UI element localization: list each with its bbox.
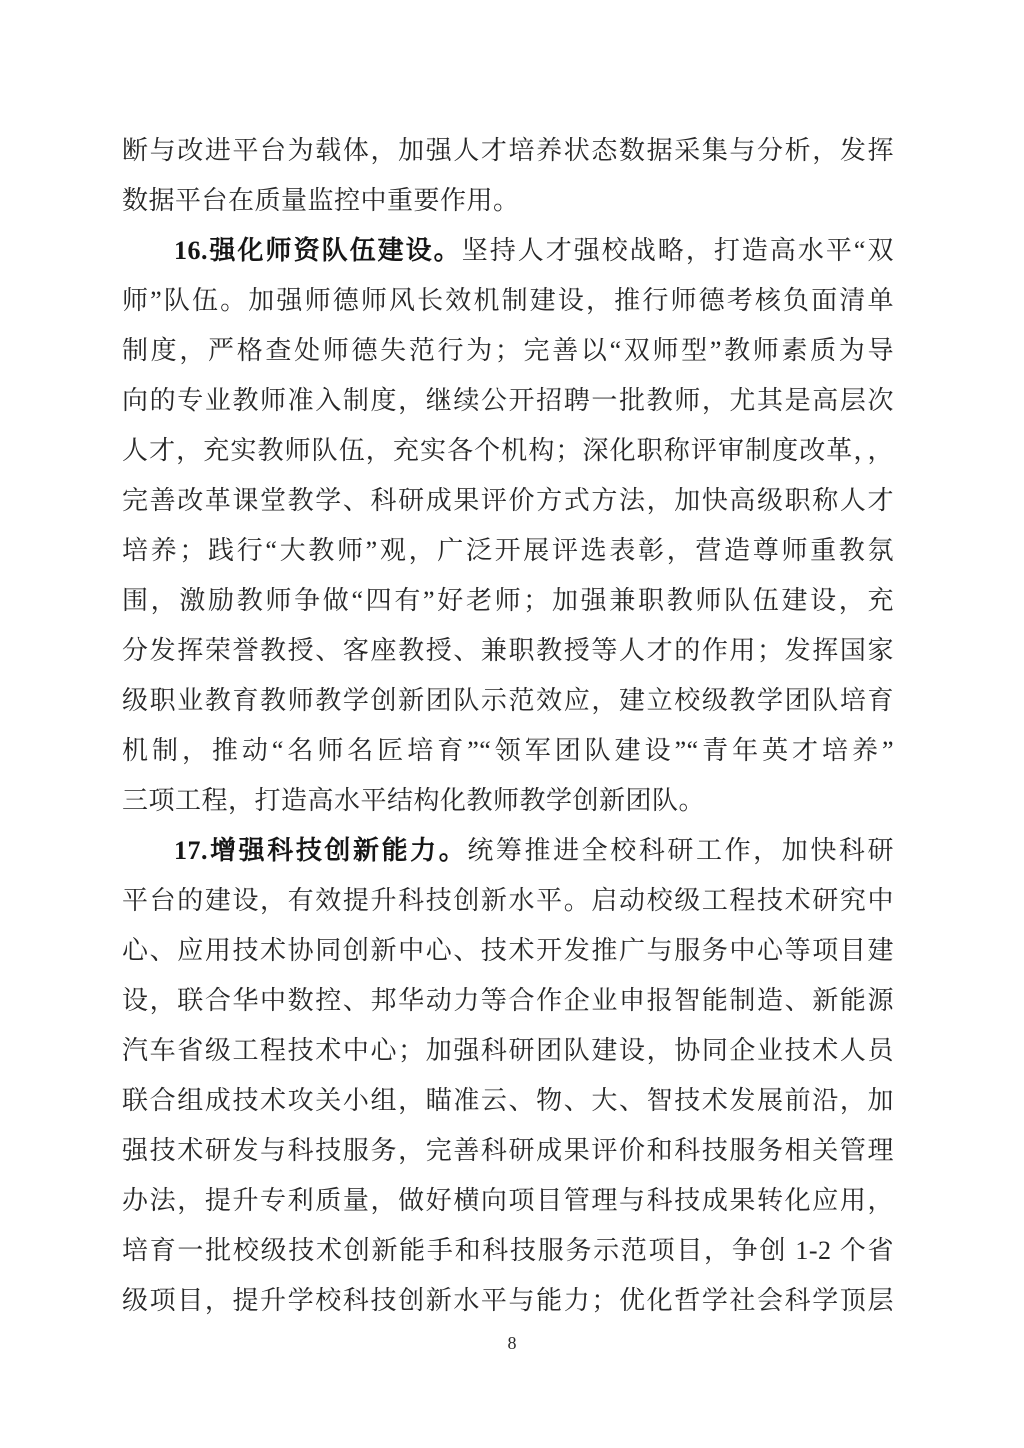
text-line: 办法，提升专利质量，做好横向项目管理与科技成果转化应用， [122, 1186, 894, 1215]
document-body-text [122, 126, 894, 1326]
text-line: 级项目，提升学校科技创新水平与能力；优化哲学社会科学顶层 [122, 1286, 894, 1315]
text-line: 完善改革课堂教学、科研成果评价方式方法，加快高级职称人才 [122, 486, 894, 515]
text-line: 向的专业教师准入制度，继续公开招聘一批教师，尤其是高层次 [122, 386, 894, 415]
section-17-heading: 17.增强科技创新能力。 [174, 836, 468, 865]
page-number: 8 [507, 1333, 517, 1353]
text-line: 培养；践行“大教师”观，广泛开展评选表彰，营造尊师重教氛 [122, 536, 894, 565]
paragraph-start-line [122, 226, 894, 276]
text-line-paragraph-end: 三项工程，打造高水平结构化教师教学创新团队。 [122, 786, 706, 815]
line-text: 坚持人才强校战略，打造高水平“双 [461, 236, 894, 265]
text-line: 设，联合华中数控、邦华动力等合作企业申报智能制造、新能源 [122, 986, 894, 1015]
text-line: 平台的建设，有效提升科技创新水平。启动校级工程技术研究中 [122, 886, 894, 915]
text-line: 师”队伍。加强师德师风长效机制建设，推行师德考核负面清单 [122, 286, 894, 315]
text-line-paragraph-end: 数据平台在质量监控中重要作用。 [122, 186, 520, 215]
text-line: 制度，严格查处师德失范行为；完善以“双师型”教师素质为导 [122, 336, 894, 365]
text-line: 心、应用技术协同创新中心、技术开发推广与服务中心等项目建 [122, 936, 894, 965]
text-line: 级职业教育教师教学创新团队示范效应，建立校级教学团队培育 [122, 686, 894, 715]
text-line: 强技术研发与科技服务，完善科研成果评价和科技服务相关管理 [122, 1136, 894, 1165]
text-line: 人才，充实教师队伍，充实各个机构；深化职称评审制度改革，， [122, 436, 894, 465]
text-line: 分发挥荣誉教授、客座教授、兼职教授等人才的作用；发挥国家 [122, 636, 894, 665]
paragraph-start-line [122, 826, 894, 876]
text-line: 围，激励教师争做“四有”好老师；加强兼职教师队伍建设，充 [122, 586, 894, 615]
text-line: 培育一批校级技术创新能手和科技服务示范项目，争创 1-2 个省 [122, 1236, 894, 1265]
line-text: 统筹推进全校科研工作，加快科研 [467, 836, 894, 865]
section-16-heading: 16.强化师资队伍建设。 [174, 236, 462, 265]
text-line: 断与改进平台为载体，加强人才培养状态数据采集与分析，发挥 [122, 136, 894, 165]
text-line: 机制，推动“名师名匠培育”“领军团队建设”“青年英才培养” [122, 736, 894, 765]
text-line: 联合组成技术攻关小组，瞄准云、物、大、智技术发展前沿，加 [122, 1086, 894, 1115]
text-line: 汽车省级工程技术中心；加强科研团队建设，协同企业技术人员 [122, 1036, 894, 1065]
